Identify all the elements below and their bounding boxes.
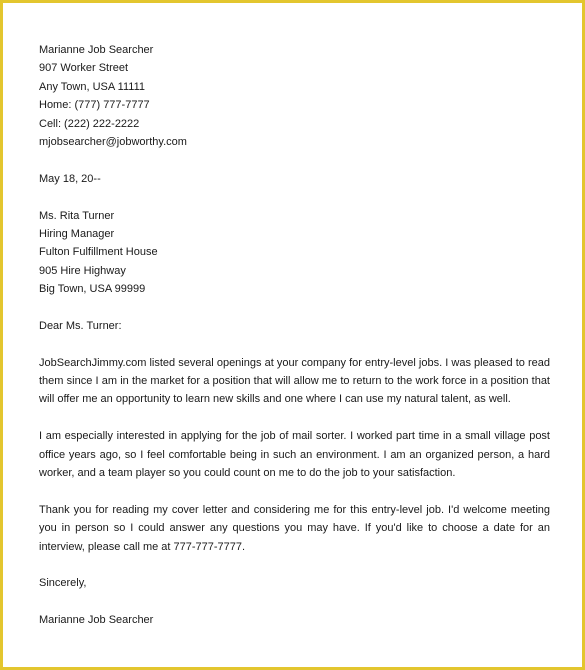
spacer bbox=[39, 151, 550, 169]
spacer bbox=[39, 482, 550, 500]
sender-street: 907 Worker Street bbox=[39, 62, 129, 75]
body-paragraph-2: I am especially interested in applying for the job of mail sorter. I worked part time in a small village post office years ago, so I feel comfortable being in such an environment. I am an organized person, a hard worker, and a team player so you could count on me to do the job to your satisfaction. bbox=[39, 430, 550, 480]
spacer bbox=[39, 556, 550, 574]
body-paragraph-3: Thank you for reading my cover letter and considering me for this entry-level job. I'd welcome meeting you in person so I could answer any questions you may have. If you'd like to choose a date for an interview, please call me at 777-777-7777. bbox=[39, 503, 550, 553]
sender-cell-phone: Cell: (222) 222-2222 bbox=[39, 117, 140, 130]
signature-name: Marianne Job Searcher bbox=[39, 614, 154, 627]
sender-block bbox=[39, 41, 550, 151]
sender-home-phone: Home: (777) 777-7777 bbox=[39, 99, 150, 112]
recipient-name: Ms. Rita Turner bbox=[39, 209, 115, 222]
recipient-company: Fulton Fulfillment House bbox=[39, 246, 158, 259]
letter-date: May 18, 20-- bbox=[39, 172, 101, 185]
recipient-city: Big Town, USA 99999 bbox=[39, 283, 146, 296]
recipient-title: Hiring Manager bbox=[39, 227, 115, 240]
closing: Sincerely, bbox=[39, 577, 87, 590]
sender-email: mjobsearcher@jobworthy.com bbox=[39, 135, 187, 148]
spacer bbox=[39, 593, 550, 611]
spacer bbox=[39, 409, 550, 427]
salutation: Dear Ms. Turner: bbox=[39, 319, 122, 332]
recipient-street: 905 Hire Highway bbox=[39, 264, 126, 277]
spacer bbox=[39, 335, 550, 353]
spacer bbox=[39, 188, 550, 206]
recipient-block bbox=[39, 207, 550, 299]
cover-letter bbox=[39, 41, 550, 630]
body-paragraph-1: JobSearchJimmy.com listed several openings at your company for entry-level jobs. I was pleased to read them since I am in the market for a position that will allow me to return to the work force in a position that will offer me an opportunity to learn new skills and one where I can use my natural talent, as well. bbox=[39, 356, 550, 406]
sender-city: Any Town, USA 11111 bbox=[39, 80, 145, 93]
sender-name: Marianne Job Searcher bbox=[39, 44, 154, 56]
spacer bbox=[39, 298, 550, 316]
